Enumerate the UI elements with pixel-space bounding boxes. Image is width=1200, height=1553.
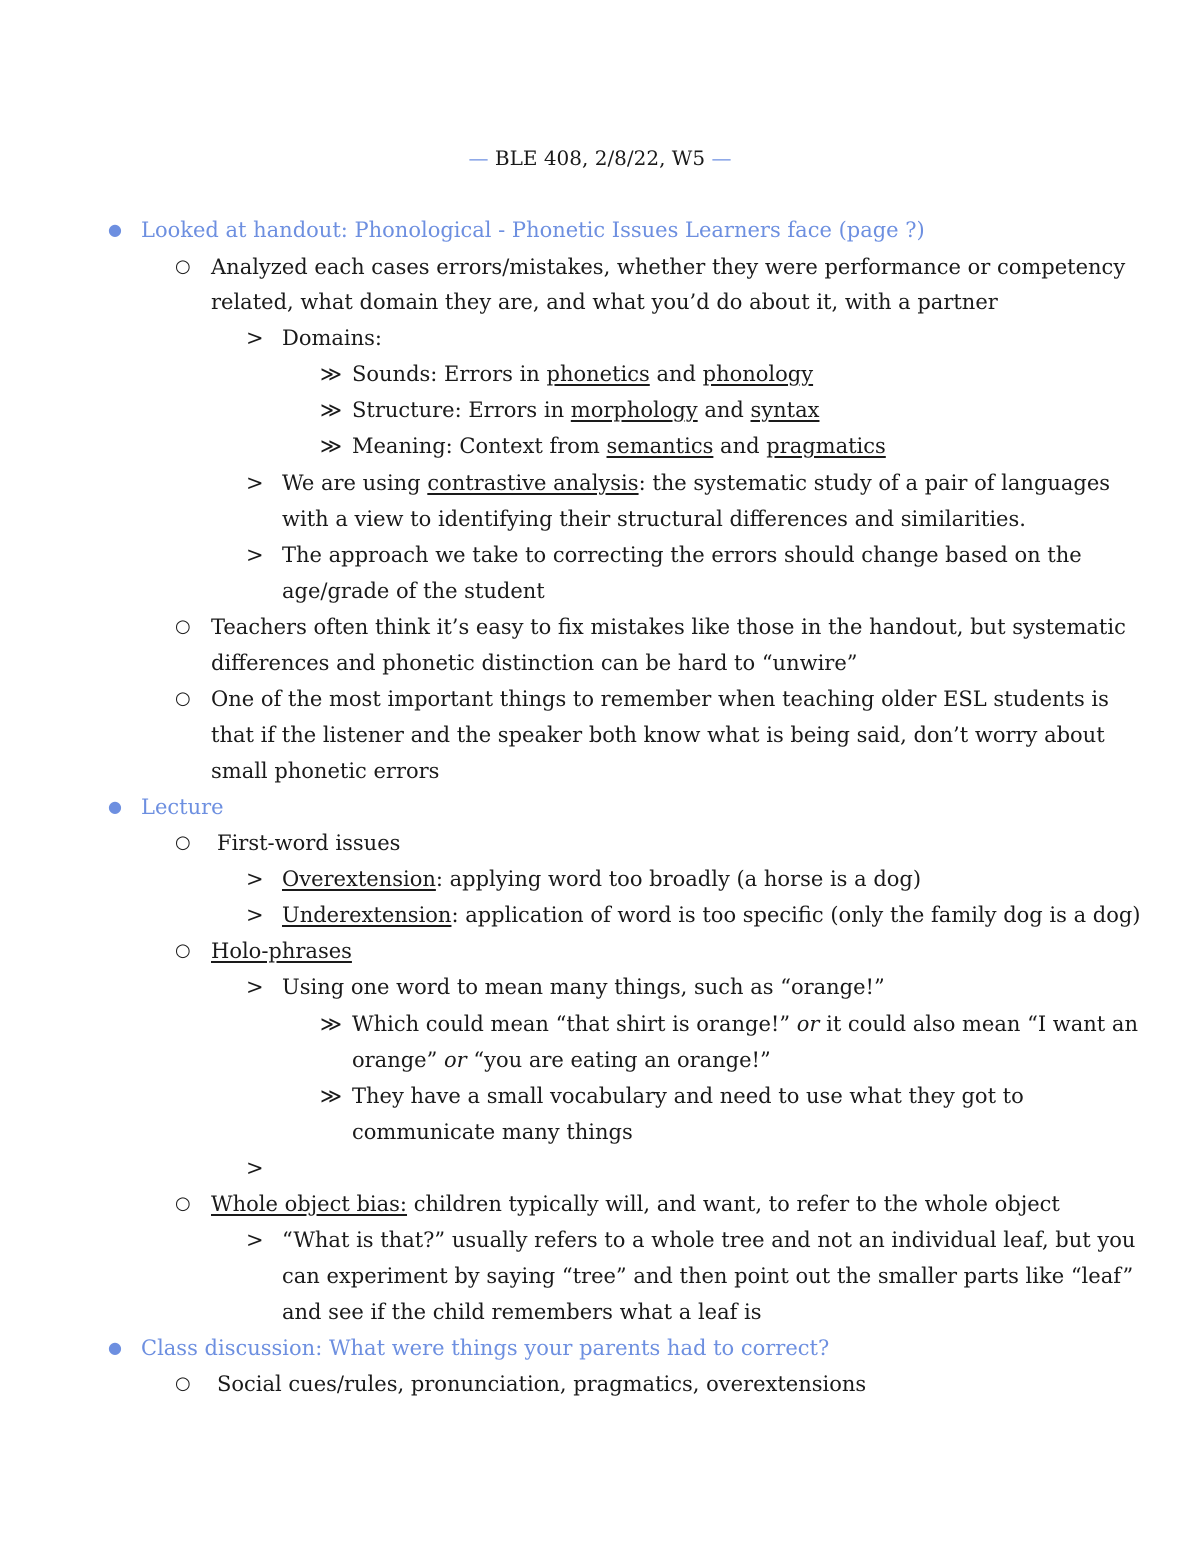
bullet-level3: >: [246, 975, 264, 999]
bullet-level4: ≫: [320, 362, 342, 386]
list-item-text: with a view to identifying their structural differences and similarities.: [282, 507, 1026, 531]
bullet-level3: >: [246, 903, 264, 927]
title-dash-left: —: [468, 146, 489, 170]
list-item-text: that if the listener and the speaker both know what is being said, don’t worry about: [211, 723, 1105, 747]
bullet-level3-empty: >: [246, 1156, 264, 1180]
list-item-text: Domains:: [282, 326, 383, 350]
page-title: [0, 144, 1200, 172]
list-item-text: They have a small vocabulary and need to use what they got to: [352, 1084, 1024, 1108]
list-item-whole-object: Whole object bias: children typically will, and want, to refer to the whole object: [211, 1192, 1060, 1216]
bullet-level2: ○: [175, 256, 191, 277]
bullet-level2: ○: [175, 616, 191, 637]
bullet-level2: ○: [175, 940, 191, 961]
section-heading-discussion: Class discussion: What were things your parents had to correct?: [141, 1336, 830, 1360]
list-item-which-cont: orange” or “you are eating an orange!”: [352, 1048, 771, 1072]
bullet-level4: ≫: [320, 1084, 342, 1108]
list-item-text: The approach we take to correcting the errors should change based on the: [282, 543, 1082, 567]
list-item-text: One of the most important things to remember when teaching older ESL students is: [211, 687, 1109, 711]
list-item-text: “What is that?” usually refers to a whole tree and not an individual leaf, but you: [282, 1228, 1136, 1252]
list-item-text: differences and phonetic distinction can be hard to “unwire”: [211, 651, 858, 675]
bullet-level4: ≫: [320, 398, 342, 422]
bullet-level3: >: [246, 1228, 264, 1252]
bullet-level3: >: [246, 326, 264, 350]
list-item-structure: Structure: Errors in morphology and syntax: [352, 398, 820, 422]
list-item-holophrases: Holo-phrases: [211, 939, 352, 963]
list-item-which: Which could mean “that shirt is orange!” or it could also mean “I want an: [352, 1012, 1138, 1036]
bullet-level4: ≫: [320, 434, 342, 458]
bullet-level3: >: [246, 867, 264, 891]
list-item-text: communicate many things: [352, 1120, 633, 1144]
title-dash-right: —: [711, 146, 732, 170]
bullet-level1: ●: [108, 797, 122, 816]
bullet-level4: ≫: [320, 1012, 342, 1036]
list-item-text: First-word issues: [217, 831, 401, 855]
list-item-text: Social cues/rules, pronunciation, pragmatics, overextensions: [217, 1372, 867, 1396]
bullet-level2: ○: [175, 688, 191, 709]
list-item-contrastive: We are using contrastive analysis: the systematic study of a pair of languages: [282, 471, 1111, 495]
list-item-text: related, what domain they are, and what you’d do about it, with a partner: [211, 290, 998, 314]
list-item-meaning: Meaning: Context from semantics and pragmatics: [352, 434, 886, 458]
bullet-level2: ○: [175, 1373, 191, 1394]
list-item-text: small phonetic errors: [211, 759, 440, 783]
list-item-text: Analyzed each cases errors/mistakes, whether they were performance or competency: [211, 255, 1126, 279]
bullet-level2: ○: [175, 832, 191, 853]
section-heading-handout: Looked at handout: Phonological - Phonetic Issues Learners face (page ?): [141, 218, 925, 242]
list-item-text: Teachers often think it’s easy to fix mistakes like those in the handout, but systematic: [211, 615, 1126, 639]
list-item-overextension: Overextension: applying word too broadly (a horse is a dog): [282, 867, 922, 891]
bullet-level1: ●: [108, 220, 122, 239]
list-item-sounds: Sounds: Errors in phonetics and phonology: [352, 362, 814, 386]
title-text: BLE 408, 2/8/22, W5: [494, 146, 706, 170]
list-item-underextension: Underextension: application of word is too specific (only the family dog is a dog): [282, 903, 1141, 927]
list-item-text: age/grade of the student: [282, 579, 545, 603]
bullet-level3: >: [246, 543, 264, 567]
bullet-level1: ●: [108, 1338, 122, 1357]
list-item-text: can experiment by saying “tree” and then point out the smaller parts like “leaf”: [282, 1264, 1134, 1288]
bullet-level3: >: [246, 471, 264, 495]
section-heading-lecture: Lecture: [141, 795, 224, 819]
list-item-text: and see if the child remembers what a leaf is: [282, 1300, 762, 1324]
bullet-level2: ○: [175, 1193, 191, 1214]
list-item-text: Using one word to mean many things, such as “orange!”: [282, 975, 885, 999]
